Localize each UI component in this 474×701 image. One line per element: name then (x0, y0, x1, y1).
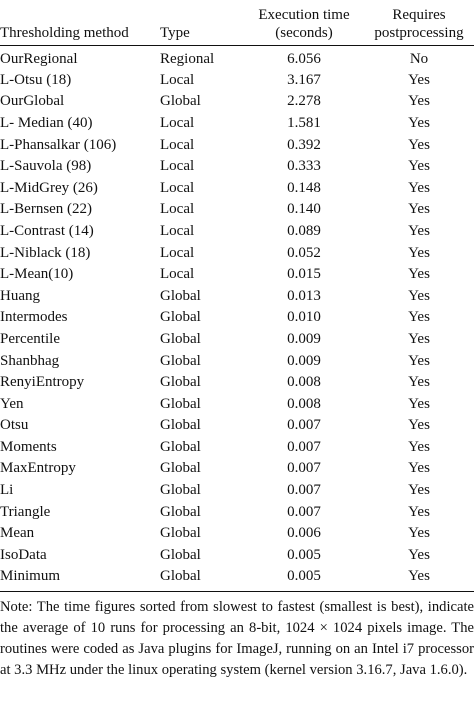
cell-method: Triangle (0, 503, 51, 520)
cell-type: Global (160, 374, 201, 391)
table-row (0, 242, 474, 264)
cell-execution-time: 0.007 (287, 460, 321, 477)
cell-execution-time: 0.052 (287, 244, 321, 261)
cell-method: IsoData (0, 546, 47, 563)
cell-execution-time: 0.007 (287, 438, 321, 455)
cell-execution-time: 0.005 (287, 546, 321, 563)
cell-execution-time: 0.007 (287, 482, 321, 499)
cell-type: Local (160, 244, 195, 261)
table-row (0, 480, 474, 502)
cell-postprocessing: Yes (408, 503, 430, 520)
cell-type: Global (160, 438, 201, 455)
cell-type: Global (160, 417, 201, 434)
table-row (0, 501, 474, 523)
table-row (0, 134, 474, 156)
cell-execution-time: 0.089 (287, 222, 321, 239)
cell-postprocessing: Yes (408, 460, 430, 477)
table-row (0, 458, 474, 480)
table-row (0, 285, 474, 307)
cell-postprocessing: Yes (408, 287, 430, 304)
cell-method: L-Mean(10) (0, 266, 74, 283)
header-type: Type (160, 0, 244, 45)
cell-postprocessing: Yes (408, 395, 430, 412)
cell-execution-time: 1.581 (287, 114, 321, 131)
cell-execution-time: 0.015 (287, 266, 321, 283)
table-row (0, 329, 474, 351)
cell-method: Moments (0, 438, 57, 455)
cell-method: L- Median (40) (0, 114, 93, 131)
cell-type: Local (160, 201, 195, 218)
cell-type: Regional (160, 50, 215, 67)
cell-method: OurGlobal (0, 93, 65, 110)
cell-execution-time: 3.167 (287, 71, 321, 88)
cell-postprocessing: Yes (408, 136, 430, 153)
cell-postprocessing: Yes (408, 482, 430, 499)
cell-method: Minimum (0, 568, 61, 585)
table-row (0, 199, 474, 221)
cell-type: Local (160, 222, 195, 239)
cell-type: Global (160, 287, 201, 304)
cell-execution-time: 6.056 (287, 50, 321, 67)
cell-execution-time: 0.148 (287, 179, 321, 196)
table-row (0, 437, 474, 459)
cell-method: L-Contrast (14) (0, 222, 94, 239)
cell-type: Local (160, 266, 195, 283)
header-thresholding-method: Thresholding method (0, 0, 160, 45)
cell-execution-time: 0.007 (287, 503, 321, 520)
cell-postprocessing: Yes (408, 158, 430, 175)
cell-execution-time: 0.392 (287, 136, 321, 153)
table-note: Note: The time figures sorted from slowest to fastest (smallest is best), indicate the average of 10 runs for processing an 8-bit, 1024 × 1024 pixels image. The routines were coded as Java plugins for ImageJ, running on an Intel i7 processor at 3.3 MHz under the linux operating system (kernel version 3.16.7, Java 1.6.0). (0, 599, 474, 678)
cell-execution-time: 0.010 (287, 309, 321, 326)
cell-postprocessing: Yes (408, 525, 430, 542)
cell-method: L-MidGrey (26) (0, 179, 98, 196)
cell-method: Percentile (0, 330, 60, 347)
cell-postprocessing: No (409, 50, 429, 67)
cell-type: Global (160, 309, 201, 326)
cell-postprocessing: Yes (408, 201, 430, 218)
cell-execution-time: 0.333 (287, 158, 321, 175)
cell-execution-time: 0.005 (287, 568, 321, 585)
cell-method: Otsu (0, 417, 29, 434)
table-row (0, 156, 474, 178)
cell-method: OurRegional (0, 50, 78, 67)
cell-postprocessing: Yes (408, 438, 430, 455)
cell-postprocessing: Yes (408, 309, 430, 326)
cell-postprocessing: Yes (408, 546, 430, 563)
cell-method: MaxEntropy (0, 460, 76, 477)
table-row (0, 415, 474, 437)
cell-postprocessing: Yes (408, 266, 430, 283)
cell-type: Global (160, 460, 201, 477)
cell-method: Intermodes (0, 309, 68, 326)
cell-type: Global (160, 503, 201, 520)
cell-method: L-Sauvola (98) (0, 158, 92, 175)
cell-type: Global (160, 352, 201, 369)
table-row (0, 177, 474, 199)
cell-type: Global (160, 568, 201, 585)
cell-method: L-Otsu (18) (0, 71, 72, 88)
cell-type: Local (160, 71, 195, 88)
table-bottom-rule (0, 591, 474, 592)
cell-type: Global (160, 546, 201, 563)
cell-type: Global (160, 525, 201, 542)
cell-method: Huang (0, 287, 40, 304)
cell-postprocessing: Yes (408, 244, 430, 261)
cell-postprocessing: Yes (408, 330, 430, 347)
cell-postprocessing: Yes (408, 374, 430, 391)
cell-execution-time: 0.009 (287, 330, 321, 347)
header-requires-postprocessing: Requires postprocessing (364, 0, 474, 45)
cell-execution-time: 0.013 (287, 287, 321, 304)
cell-type: Local (160, 158, 195, 175)
cell-postprocessing: Yes (408, 71, 430, 88)
cell-type: Global (160, 330, 201, 347)
cell-execution-time: 0.007 (287, 417, 321, 434)
table-row (0, 393, 474, 415)
cell-type: Global (160, 395, 201, 412)
cell-execution-time: 0.008 (287, 395, 321, 412)
cell-method: Li (0, 482, 14, 499)
cell-method: L-Bernsen (22) (0, 201, 93, 218)
table-header-row (0, 0, 474, 45)
table-row (0, 70, 474, 92)
cell-execution-time: 0.009 (287, 352, 321, 369)
cell-type: Global (160, 482, 201, 499)
table-row (0, 264, 474, 286)
header-execution-time: Execution time (seconds) (244, 0, 364, 45)
cell-method: L-Phansalkar (106) (0, 136, 117, 153)
table-row (0, 307, 474, 329)
table-row (0, 45, 474, 70)
cell-method: RenyiEntropy (0, 374, 85, 391)
cell-postprocessing: Yes (408, 179, 430, 196)
table-row (0, 523, 474, 545)
table-row (0, 221, 474, 243)
cell-type: Global (160, 93, 201, 110)
cell-postprocessing: Yes (408, 568, 430, 585)
table-row (0, 545, 474, 567)
cell-postprocessing: Yes (408, 417, 430, 434)
table-body (0, 45, 474, 588)
cell-execution-time: 0.008 (287, 374, 321, 391)
cell-type: Local (160, 114, 195, 131)
cell-postprocessing: Yes (408, 222, 430, 239)
cell-method: Yen (0, 395, 24, 412)
table-row (0, 566, 474, 588)
table-row (0, 91, 474, 113)
cell-method: Mean (0, 525, 35, 542)
cell-execution-time: 0.006 (287, 525, 321, 542)
cell-method: L-Niblack (18) (0, 244, 91, 261)
table-row (0, 350, 474, 372)
cell-method: Shanbhag (0, 352, 60, 369)
cell-execution-time: 0.140 (287, 201, 321, 218)
cell-postprocessing: Yes (408, 352, 430, 369)
cell-postprocessing: Yes (408, 114, 430, 131)
cell-postprocessing: Yes (408, 93, 430, 110)
table-row (0, 113, 474, 135)
cell-execution-time: 2.278 (287, 93, 321, 110)
cell-type: Local (160, 136, 195, 153)
table-row (0, 372, 474, 394)
cell-type: Local (160, 179, 195, 196)
